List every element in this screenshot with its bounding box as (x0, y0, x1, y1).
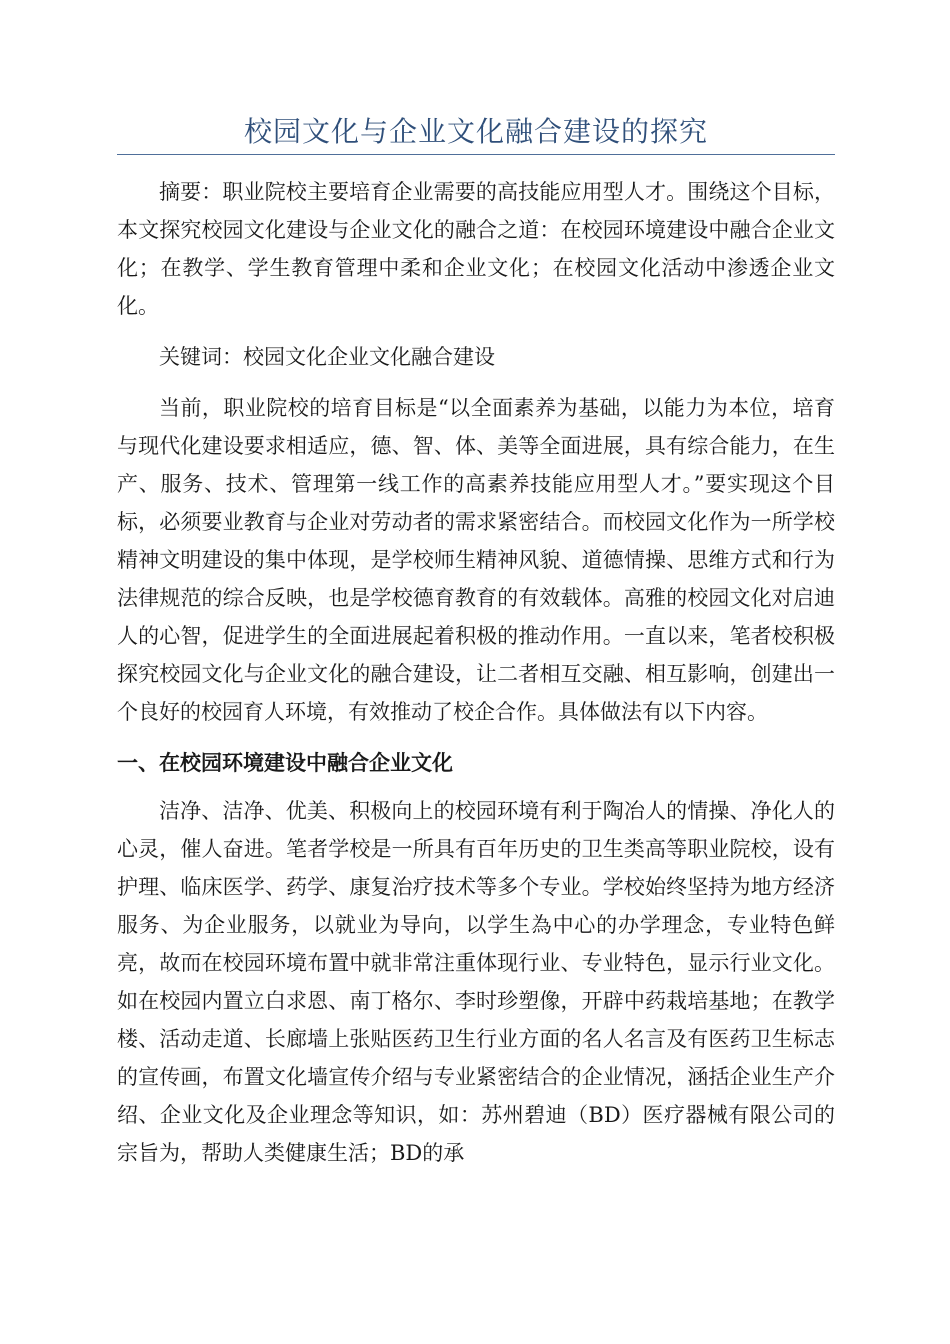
title-underline (117, 154, 835, 155)
abstract-paragraph: 摘要：职业院校主要培育企业需要的高技能应用型人才。围绕这个目标，本文探究校园文化建设与企业文化的融合之道：在校园环境建设中融合企业文化；在教学、学生教育管理中柔和企业文化；在校园文化活动中渗透企业文化。 (117, 180, 835, 318)
section-heading-1: 一、在校园环境建设中融合企业文化 (117, 751, 453, 775)
document-title: 校园文化与企业文化融合建设的探究 (243, 115, 708, 148)
section-1-paragraph: 洁净、洁净、优美、积极向上的校园环境有利于陶冶人的情操、净化人的心灵，催人奋进。笔者学校是一所具有百年历史的卫生类高等职业院校，设有护理、临床医学、药学、康复治疗技术等多个专业。学校始终坚持为地方经济服务、为企业服务，以就业为导向，以学生為中心的办学理念，专业特色鲜亮，故而在校园环境布置中就非常注重体现行业、专业特色，显示行业文化。如在校园内置立白求恩、南丁格尔、李时珍塑像，开辟中药栽培基地；在教学楼、活动走道、长廊墙上张贴医药卫生行业方面的名人名言及有医药卫生标志的宣传画，布置文化墙宣传介绍与专业紧密结合的企业情况，涵括企业生产介绍、企业文化及企业理念等知识，如：苏州碧迪（BD）医疗器械有限公司的宗旨为，帮助人类健康生活；BD的承 (117, 799, 835, 1165)
keywords-paragraph: 关键词：校园文化企业文化融合建设 (159, 345, 495, 369)
document-page (117, 112, 835, 1185)
intro-paragraph: 当前，职业院校的培育目标是“以全面素养为基础，以能力为本位，培育与现代化建设要求相适应，德、智、体、美等全面进展，具有综合能力，在生产、服务、技术、管理第一线工作的高素养技能应用型人才。”要实现这个目标，必须要业教育与企业对劳动者的需求紧密结合。而校园文化作为一所学校精神文明建设的集中体现，是学校师生精神风貌、道德情操、思维方式和行为法律规范的综合反映，也是学校德育教育的有效载体。高雅的校园文化对启迪人的心智，促进学生的全面进展起着积极的推动作用。一直以来，笔者校积极探究校园文化与企业文化的融合建设，让二者相互交融、相互影响，创建出一个良好的校园育人环境，有效推动了校企合作。具体做法有以下内容。 (117, 396, 835, 724)
